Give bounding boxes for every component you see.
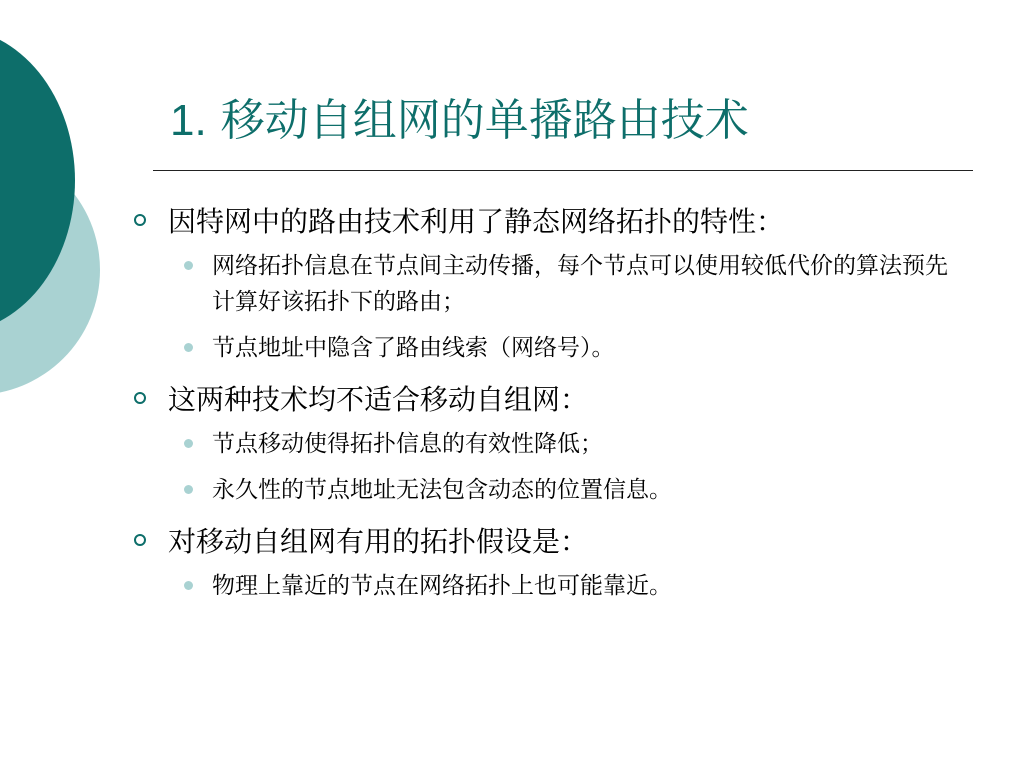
bullet-list	[130, 200, 950, 616]
ring-bullet-icon	[134, 534, 146, 546]
sub-bullet-list	[130, 248, 950, 366]
bullet-item	[130, 378, 950, 508]
bullet-text: 这两种技术均不适合移动自组网：	[168, 383, 589, 416]
bullet-level2	[130, 330, 950, 366]
title-divider	[153, 170, 973, 171]
slide-title	[170, 95, 749, 148]
sub-bullet-text: 节点移动使得拓扑信息的有效性降低；	[212, 431, 603, 457]
ring-bullet-icon	[134, 392, 146, 404]
sub-bullet-list	[130, 568, 950, 604]
dot-bullet-icon	[184, 261, 193, 270]
bullet-item	[130, 520, 950, 604]
sub-bullet-list	[130, 426, 950, 508]
slide-title-number: 1.	[170, 96, 207, 145]
dot-bullet-icon	[184, 439, 193, 448]
sub-bullet-text: 永久性的节点地址无法包含动态的位置信息。	[212, 477, 672, 503]
bullet-level2	[130, 248, 950, 320]
bullet-level1	[130, 520, 950, 564]
sub-bullet-text: 节点地址中隐含了路由线索（网络号）。	[212, 335, 615, 361]
bullet-level2	[130, 472, 950, 508]
dot-bullet-icon	[184, 581, 193, 590]
bullet-level2	[130, 568, 950, 604]
bullet-item	[130, 200, 950, 366]
bullet-level2	[130, 426, 950, 462]
bullet-level1	[130, 200, 950, 244]
dot-bullet-icon	[184, 343, 193, 352]
bullet-text: 因特网中的路由技术利用了静态网络拓扑的特性：	[168, 205, 785, 238]
dot-bullet-icon	[184, 485, 193, 494]
slide-title-text: 移动自组网的单播路由技术	[206, 95, 749, 146]
ring-bullet-icon	[134, 214, 146, 226]
bullet-text: 对移动自组网有用的拓扑假设是：	[168, 525, 589, 558]
bullet-level1	[130, 378, 950, 422]
sub-bullet-text: 物理上靠近的节点在网络拓扑上也可能靠近。	[212, 573, 672, 599]
sub-bullet-text: 网络拓扑信息在节点间主动传播，每个节点可以使用较低代价的算法预先计算好该拓扑下的路由；	[212, 253, 948, 315]
